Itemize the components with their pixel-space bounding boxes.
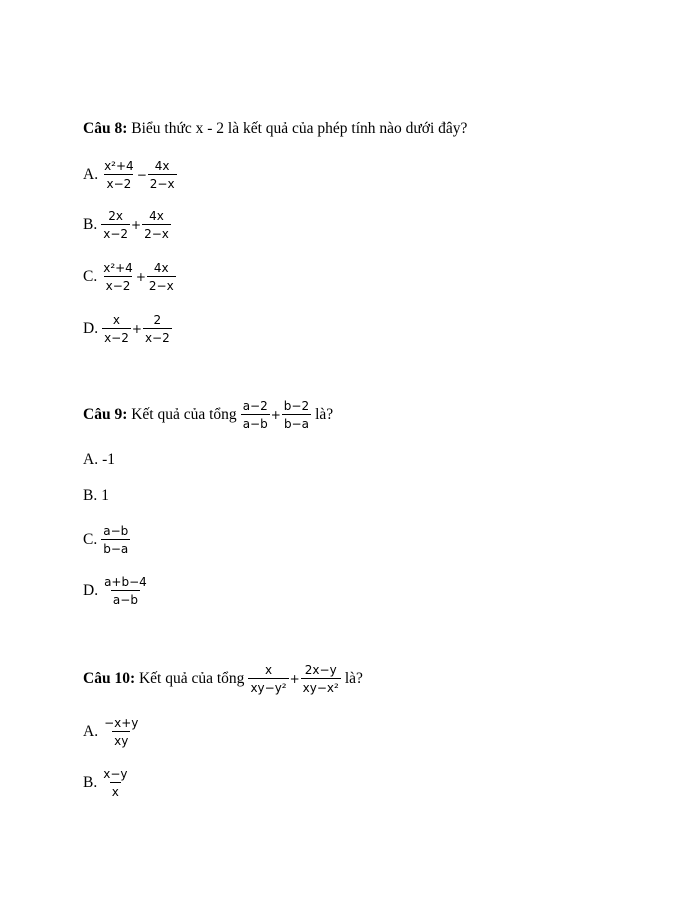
option-b xyxy=(83,210,171,240)
question-10 xyxy=(83,664,363,694)
option-letter: B. xyxy=(83,216,98,233)
question-8 xyxy=(83,120,467,138)
operator: + xyxy=(289,672,300,686)
operator: + xyxy=(131,218,142,232)
operator: + xyxy=(135,270,146,284)
fraction: $\frac{a-b}{b-a}$ xyxy=(103,524,129,556)
option-letter: A. xyxy=(83,723,99,740)
question-label: Câu 8: xyxy=(83,120,128,137)
question-text: Kết quả của tổng xyxy=(135,670,245,687)
option-letter: B. xyxy=(83,487,98,504)
fraction: $\frac{x}{\text{xy−y²}}$ xyxy=(250,663,287,695)
option-letter: C. xyxy=(83,268,98,285)
option-a xyxy=(83,717,140,747)
fraction: $\frac{4x}{2-x}$ xyxy=(144,209,169,241)
operator: − xyxy=(136,168,147,182)
option-text: 1 xyxy=(101,487,109,504)
option-d xyxy=(83,576,149,606)
fraction: $\frac{\text{x²+4}}{x-2}$ xyxy=(103,261,133,293)
fraction: $\frac{a+b-4}{a-b}$ xyxy=(104,575,147,607)
fraction: $\frac{a-2}{a-b}$ xyxy=(242,399,268,431)
fraction: $\frac{2x}{x-2}$ xyxy=(103,209,129,241)
question-label: Câu 10: xyxy=(83,670,136,687)
fraction: $\frac{4x}{2-x}$ xyxy=(148,261,174,293)
fraction: $\frac{x-y}{x}$ xyxy=(103,767,128,799)
question-label: Câu 9: xyxy=(83,406,128,423)
option-b xyxy=(83,768,129,798)
option-a xyxy=(83,160,177,190)
option-letter: B. xyxy=(83,774,98,791)
fraction: $\frac{x}{x-2}$ xyxy=(104,313,129,345)
question-tail: là? xyxy=(344,670,363,687)
option-b xyxy=(83,487,109,505)
operator: + xyxy=(270,408,281,422)
option-c xyxy=(83,262,176,292)
option-letter: D. xyxy=(83,320,99,337)
option-letter: A. xyxy=(83,451,99,468)
fraction: $\frac{2}{x-2}$ xyxy=(144,313,170,345)
question-text: Biểu thức x - 2 là kết quả của phép tính nào dưới đây? xyxy=(127,120,468,137)
fraction: $\frac{b-2}{b-a}$ xyxy=(283,399,310,431)
option-letter: D. xyxy=(83,582,99,599)
option-letter: A. xyxy=(83,166,99,183)
fraction: $\frac{-x+y}{xy}$ xyxy=(104,716,139,748)
option-c xyxy=(83,525,130,555)
fraction: $\frac{\text{x²+4}}{x-2}$ xyxy=(104,159,134,191)
question-tail: là? xyxy=(315,406,334,423)
operator: + xyxy=(131,322,142,336)
fraction: $\frac{2x-y}{\text{xy−x²}}$ xyxy=(302,663,339,695)
option-d xyxy=(83,314,172,344)
question-text: Kết quả của tổng xyxy=(127,406,237,423)
fraction: $\frac{4x}{2-x}$ xyxy=(149,159,175,191)
option-letter: C. xyxy=(83,531,98,548)
option-text: -1 xyxy=(102,451,115,468)
question-9 xyxy=(83,400,333,430)
option-a xyxy=(83,451,115,469)
